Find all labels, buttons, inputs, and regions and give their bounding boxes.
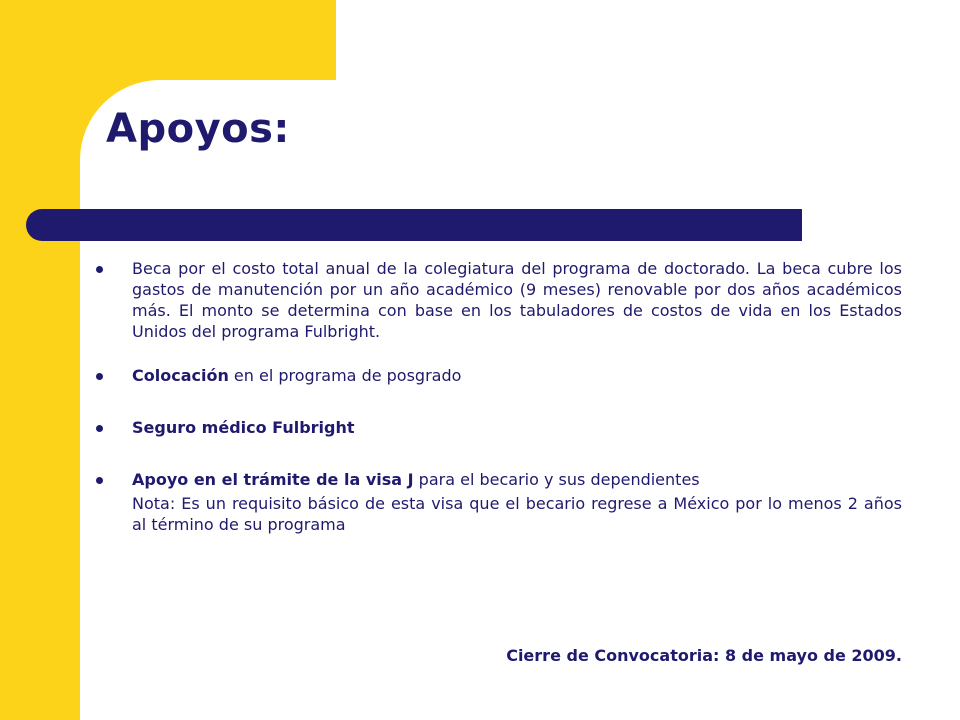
- bullet-item-visa: [96, 469, 902, 535]
- bullet-bold-text: Colocación: [132, 366, 229, 385]
- bullet-text: para el becario y sus dependientes: [413, 470, 700, 489]
- bullet-item-seguro: [96, 417, 902, 438]
- bullet-text: en el programa de posgrado: [228, 366, 462, 385]
- bullet-icon: [96, 373, 103, 380]
- closing-date: Cierre de Convocatoria: 8 de mayo de 2009.: [506, 646, 902, 665]
- bullet-list: [96, 258, 902, 535]
- title-underline-bar: [26, 209, 802, 241]
- bullet-text: Beca por el costo total anual de la colegiatura del programa de doctorado. La beca cubre los gastos de manutención por un año académico (9 meses) renovable por dos años académicos más. El monto se determina con base en los tabuladores de costos de vida en los Estados Unidos del programa Fulbright.: [132, 259, 902, 341]
- bullet-item-colocacion: [96, 365, 902, 386]
- bullet-bold-text: Apoyo en el trámite de la visa J: [132, 470, 414, 489]
- bullet-icon: [96, 266, 103, 273]
- bullet-icon: [96, 425, 103, 432]
- visa-note: Nota: Es un requisito básico de esta visa que el becario regrese a México por lo menos 2 años al término de su programa: [132, 494, 902, 534]
- bullet-item-beca: [96, 258, 902, 342]
- slide-title: Apoyos:: [106, 106, 290, 152]
- bullet-icon: [96, 477, 103, 484]
- bullet-bold-text: Seguro médico Fulbright: [132, 418, 355, 437]
